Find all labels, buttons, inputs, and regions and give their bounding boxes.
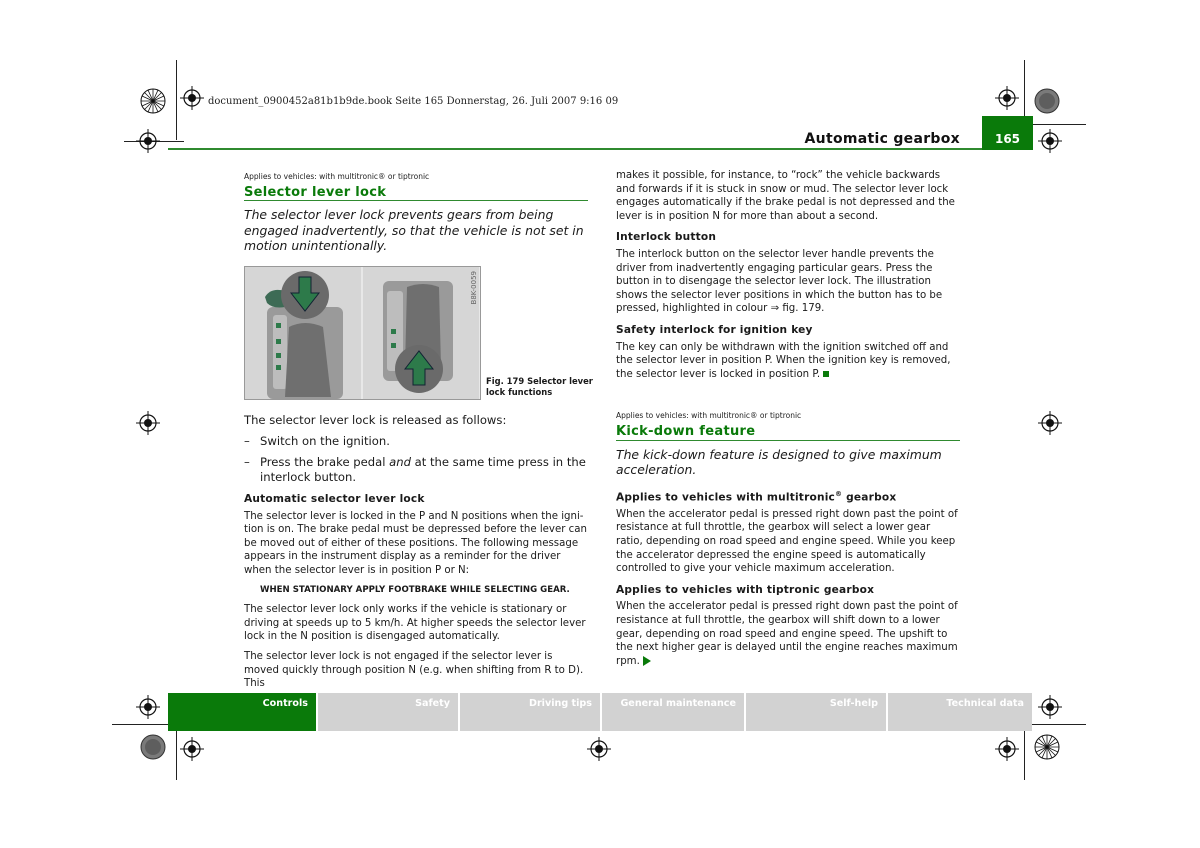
tab-safety[interactable]: Safety: [318, 693, 458, 731]
page-number: 165: [994, 132, 1021, 146]
left-column-body: [244, 413, 588, 697]
chapter-tabs: [168, 693, 1032, 731]
step-dash: –: [244, 455, 250, 469]
subheading: Applies to vehicles with multitronic® gearbox: [616, 489, 897, 504]
registration-mark-icon: [995, 86, 1019, 110]
step-item: [244, 434, 588, 449]
page-title: Automatic gearbox: [804, 131, 960, 147]
registration-mark-icon: [995, 737, 1019, 761]
paragraph: When the accelerator pedal is pressed right down past the point of resistance at full throttle, the gearbox will select a lower gear ratio, depending on road speed and engine speed. While you keep the accelerator depressed the engine speed is automatically controlled to give your vehicle maximum acceleration.: [616, 508, 958, 575]
continue-arrow-icon: [643, 656, 651, 666]
registration-mark-icon: [1038, 695, 1062, 719]
registration-mark-icon: [180, 86, 204, 110]
applies-note: Applies to vehicles: with multitronic® or tiptronic: [616, 411, 802, 421]
tab-self-help[interactable]: Self-help: [746, 693, 886, 731]
registration-mark-icon: [136, 129, 160, 153]
registration-mark-icon: [1038, 411, 1062, 435]
paragraph: The interlock button on the selector lever handle prevents the driver from inadvertently engaging particular gears. Press the button in to disengage the selector lever lock. The illustration shows the selector lever positions in which the button has to be pressed, highlighted in colour ⇒ fig. 179.: [616, 248, 943, 315]
step-text: Switch on the ignition.: [260, 434, 390, 448]
figure-panel-left: [245, 267, 361, 399]
section-title: Selector lever lock: [244, 186, 588, 202]
section-intro: The kick-down feature is designed to give maximum acceleration.: [616, 446, 942, 478]
registration-mark-icon: [587, 737, 611, 761]
released-intro: The selector lever lock is released as follows:: [244, 413, 507, 427]
grey-target-icon: [1034, 88, 1060, 114]
subheading: Automatic selector lever lock: [244, 493, 425, 505]
end-of-section-icon: [823, 371, 829, 377]
left-column: [244, 170, 588, 264]
paragraph: makes it possible, for instance, to “rock” the vehicle backwards and forwards if it is stuck in snow or mud. The selector lever lock engages automatically if the brake pedal is not depressed and the lever is in position N for more than about a second.: [616, 170, 955, 222]
tab-controls[interactable]: Controls: [168, 693, 316, 731]
figure-selector-lever: [244, 266, 481, 400]
section-intro: The selector lever lock prevents gears from being engaged inadvertently, so that the vehicle is not set in motion unintentionally.: [244, 207, 584, 254]
step-text: Press the brake pedal and at the same time press in the interlock button.: [260, 455, 586, 484]
step-emphasis: and: [389, 455, 411, 469]
starburst-target-icon: [1034, 734, 1060, 760]
applies-note: Applies to vehicles: with multitronic® or tiptronic: [244, 172, 430, 181]
step-dash: –: [244, 434, 250, 448]
paragraph: The selector lever is locked in the P and N positions when the igni-tion is on. The brake pedal must be depressed before the lever can be moved out of either of these positions. The following message appears in the instrument display as a reminder for the driver when the selector lever is in position P or N:: [244, 510, 587, 576]
right-column: [616, 169, 960, 674]
figure-code: B8K-0059: [470, 271, 478, 305]
print-job-line: document_0900452a81b1b9de.book Seite 165 Donnerstag, 26. Juli 2007 9:16 09: [208, 96, 619, 107]
subheading: Interlock button: [616, 231, 717, 244]
registration-mark-icon: [136, 695, 160, 719]
paragraph: The selector lever lock only works if the vehicle is stationary or driving at speeds up to 5 km/h. At higher speeds the selector lever lock in the N position is disengaged automatically.: [244, 604, 586, 643]
figure-panel-right: [363, 267, 479, 399]
display-message: WHEN STATIONARY APPLY FOOTBRAKE WHILE SELECTING GEAR.: [260, 584, 570, 595]
subheading: Safety interlock for ignition key: [616, 323, 813, 336]
page-number-box: [982, 116, 1033, 150]
registration-mark-icon: [180, 737, 204, 761]
tab-technical-data[interactable]: Technical data: [888, 693, 1032, 731]
header-rule: [168, 148, 982, 150]
paragraph: The selector lever lock is not engaged if the selector lever is moved quickly through position N (e.g. when shifting from R to D). This: [244, 650, 584, 690]
figure-caption: Fig. 179 Selector lever lock functions: [486, 376, 593, 397]
subheading: Applies to vehicles with tiptronic gearbox: [616, 583, 875, 596]
step-item: [244, 455, 588, 485]
registration-mark-icon: [1038, 129, 1062, 153]
tab-driving-tips[interactable]: Driving tips: [460, 693, 600, 731]
tab-general-maintenance[interactable]: General maintenance: [602, 693, 744, 731]
registration-mark-icon: [136, 411, 160, 435]
section-title: Kick-down feature: [616, 425, 960, 441]
starburst-target-icon: [140, 88, 166, 114]
paragraph: When the accelerator pedal is pressed right down past the point of resistance at full throttle, the gearbox will shift down to a lower gear, depending on road speed and engine speed. The upshift to the next higher gear is delayed until the engine reaches maximum rpm.: [616, 601, 958, 667]
paragraph: The key can only be withdrawn with the ignition switched off and the selector lever in position P. When the ignition key is removed, the selector lever is locked in position P.: [616, 341, 951, 380]
grey-target-icon: [140, 734, 166, 760]
